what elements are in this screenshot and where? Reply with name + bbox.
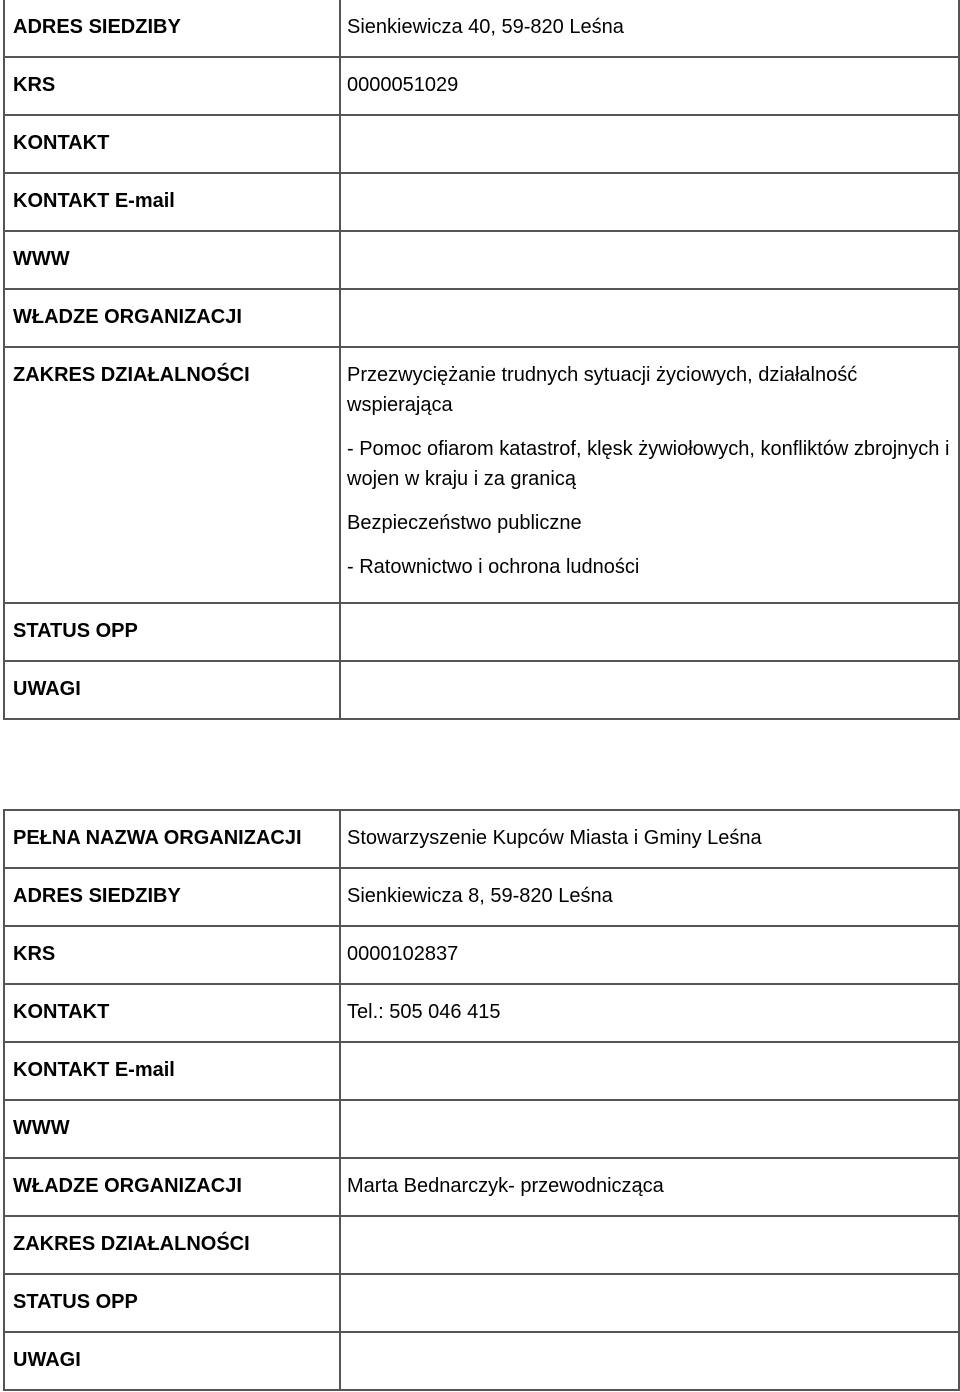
value-text: Marta Bednarczyk- przewodnicząca [347, 1175, 664, 1197]
value-text: Sienkiewicza 8, 59-820 Leśna [347, 885, 613, 907]
table-row [4, 173, 959, 231]
field-value [340, 231, 959, 289]
organization-table-body [4, 0, 959, 719]
field-label: STATUS OPP [4, 603, 340, 661]
value-text: - Ratownictwo i ochrona ludności [347, 556, 640, 578]
table-row [4, 57, 959, 115]
value-text: 0000051029 [347, 74, 459, 96]
field-value [340, 1042, 959, 1100]
table-row [4, 1042, 959, 1100]
field-value [340, 173, 959, 231]
table-row [4, 1158, 959, 1216]
table-row [4, 347, 959, 603]
field-label: KONTAKT E-mail [4, 173, 340, 231]
field-label: KONTAKT [4, 984, 340, 1042]
field-label: KONTAKT [4, 115, 340, 173]
field-value [340, 57, 959, 115]
value-text: Bezpieczeństwo publiczne [347, 512, 582, 534]
field-label: WWW [4, 1100, 340, 1158]
table-row [4, 1216, 959, 1274]
field-value [340, 1332, 959, 1390]
field-label: STATUS OPP [4, 1274, 340, 1332]
field-value [340, 868, 959, 926]
field-value [340, 926, 959, 984]
field-label: WWW [4, 231, 340, 289]
table-row [4, 1332, 959, 1390]
table-row [4, 603, 959, 661]
field-value [340, 1274, 959, 1332]
value-text: 0000102837 [347, 943, 459, 965]
field-value [340, 0, 959, 57]
table-row [4, 868, 959, 926]
field-label: ADRES SIEDZIBY [4, 868, 340, 926]
field-value [340, 661, 959, 719]
table-row [4, 810, 959, 868]
table-row [4, 661, 959, 719]
organization-table-2 [3, 809, 960, 1391]
table-row [4, 115, 959, 173]
organization-table-body [4, 810, 959, 1390]
table-row [4, 0, 959, 57]
value-text: Przezwyciężanie trudnych sytuacji życiowych, działalność wspierająca [347, 364, 858, 416]
field-label: ZAKRES DZIAŁALNOŚCI [4, 1216, 340, 1274]
field-value [340, 984, 959, 1042]
field-label: WŁADZE ORGANIZACJI [4, 1158, 340, 1216]
field-label: ADRES SIEDZIBY [4, 0, 340, 57]
table-row [4, 1100, 959, 1158]
field-label: ZAKRES DZIAŁALNOŚCI [4, 347, 340, 603]
field-value [340, 289, 959, 347]
field-label: UWAGI [4, 661, 340, 719]
value-text: Sienkiewicza 40, 59-820 Leśna [347, 16, 624, 38]
field-value [340, 603, 959, 661]
table-row [4, 289, 959, 347]
table-row [4, 1274, 959, 1332]
value-text: Tel.: 505 046 415 [347, 1001, 501, 1023]
field-label: KRS [4, 926, 340, 984]
field-label: UWAGI [4, 1332, 340, 1390]
field-value [340, 810, 959, 868]
field-label: PEŁNA NAZWA ORGANIZACJI [4, 810, 340, 868]
value-text: - Pomoc ofiarom katastrof, klęsk żywiołowych, konfliktów zbrojnych i wojen w kraju i za granicą [347, 438, 950, 490]
organization-table-1 [3, 0, 960, 720]
table-row [4, 926, 959, 984]
field-value [340, 1158, 959, 1216]
field-label: KRS [4, 57, 340, 115]
field-label: WŁADZE ORGANIZACJI [4, 289, 340, 347]
field-value [340, 115, 959, 173]
field-value [340, 1216, 959, 1274]
table-row [4, 984, 959, 1042]
field-value [340, 1100, 959, 1158]
field-label: KONTAKT E-mail [4, 1042, 340, 1100]
table-row [4, 231, 959, 289]
value-text: Stowarzyszenie Kupców Miasta i Gminy Leśna [347, 827, 762, 849]
field-value [340, 347, 959, 603]
